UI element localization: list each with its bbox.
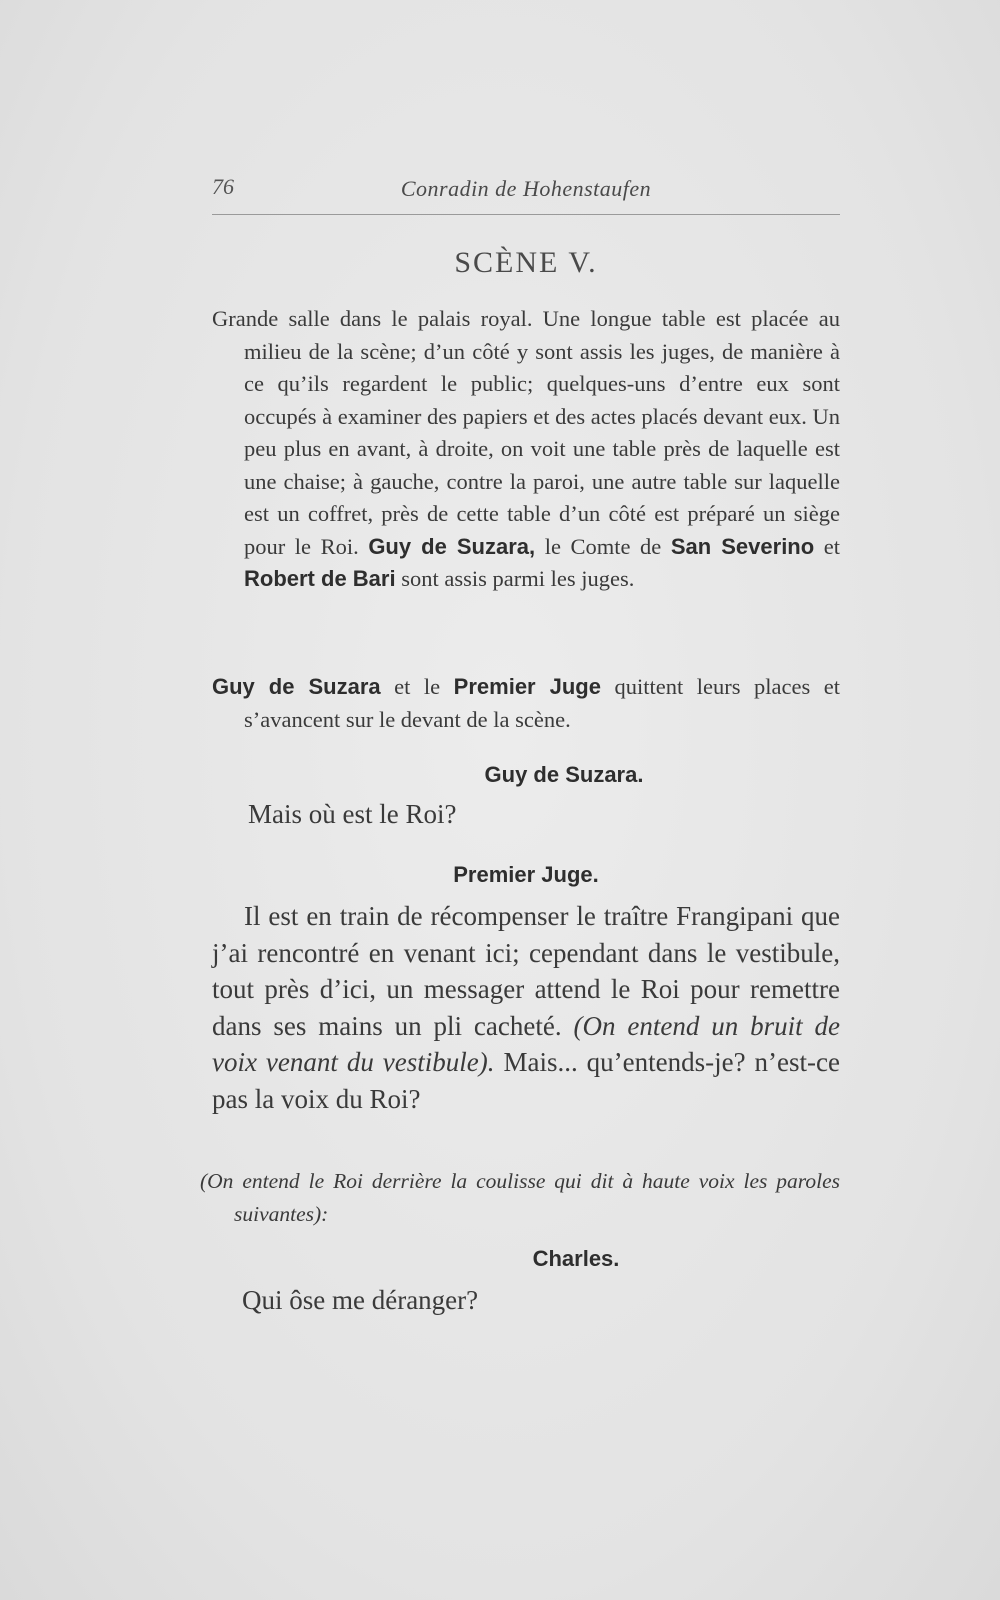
character-name: Guy de Suzara [212, 674, 381, 699]
speech-text: Il est en train de récompenser le traître Frangipani que j’ai rencontré en venant ici; cependant dans le vestibule, tout près d’ici, un messager attend le Roi pour remettre dans ses mains un pli cacheté. [212, 901, 840, 1041]
scene-title: SCÈNE V. [454, 246, 598, 279]
stage-direction-offstage: (On entend le Roi derrière la coulisse qui dit à haute voix les paroles suivantes): [200, 1169, 840, 1226]
speech-text: Mais... qu’entends-je? n’est-ce pas la voix du Roi? [212, 1047, 840, 1114]
speech-line [212, 898, 840, 1117]
page-number: 76 [212, 174, 234, 199]
page-header [212, 170, 840, 215]
stage-direction-movement [212, 671, 840, 736]
character-name: Robert de Bari [244, 566, 396, 591]
running-title: Conradin de Hohenstaufen [400, 176, 652, 201]
stage-text: le Comte de [535, 533, 671, 559]
character-name: Premier Juge [453, 674, 601, 699]
stage-direction-setting [212, 303, 840, 596]
stage-text: Grande salle dans le palais royal. Une longue table est placée au milieu de la scène; d’un côté y sont assis les juges, de manière à ce qu’ils regardent le public; quelques-uns d’entre eux sont occupés à examiner des papiers et des actes placés devant eux. Un peu plus en avant, à droite, on voit une table près de laquelle est une chaise; à gauche, contre la paroi, une autre table sur laquelle est un coffret, près de cette table d’un côté est préparé un siège pour le Roi. [212, 306, 840, 559]
speaker-name: Premier Juge. [453, 862, 599, 887]
speaker-name: Charles. [532, 1246, 620, 1271]
stage-text: et [814, 533, 840, 559]
character-name: Guy de Suzara, [368, 533, 536, 559]
stage-text: sont assis parmi les juges. [395, 566, 635, 591]
inline-stage-direction: (On entend un bruit de voix venant du vestibule). [212, 1010, 840, 1077]
stage-text: quittent leurs places et s’avancent sur le devant de la scène. [244, 674, 840, 732]
speech-line: Mais où est le Roi? [248, 799, 457, 829]
speech-line: Qui ôse me déranger? [242, 1285, 479, 1315]
stage-text: et le [380, 674, 454, 699]
speaker-name: Guy de Suzara. [484, 762, 644, 787]
character-name: San Severino [670, 533, 815, 559]
